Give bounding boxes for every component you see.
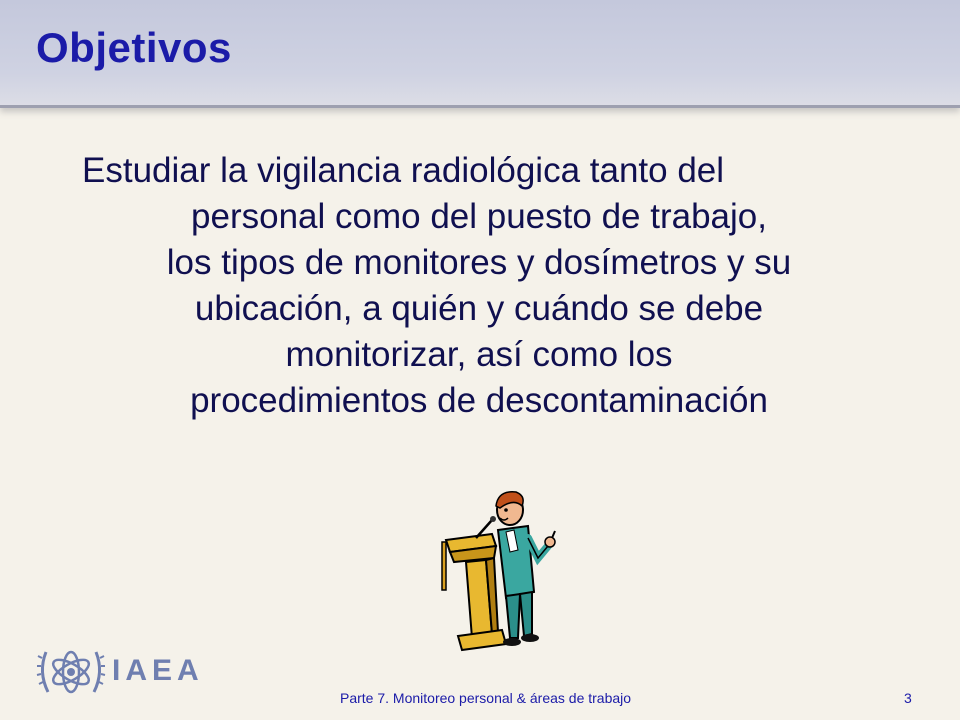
slide-title: Objetivos (36, 24, 232, 71)
iaea-brand: IAEA (112, 654, 204, 687)
footer-text: Parte 7. Monitoreo personal & áreas de trabajo (340, 690, 632, 706)
body-line: ubicación, a quién y cuándo se debe (194, 289, 764, 328)
objectives-paragraph (64, 148, 894, 424)
body-line: procedimientos de descontaminación (190, 381, 768, 420)
page-number: 3 (904, 690, 912, 706)
iaea-emblem-icon (36, 640, 106, 704)
body-line: monitorizar, así como los (285, 335, 673, 374)
body-line: personal como del puesto de trabajo, (191, 197, 767, 236)
body-line: Estudiar la vigilancia radiológica tanto del (82, 151, 725, 190)
body-line: los tipos de monitores y dosímetros y su (166, 243, 792, 282)
speaker-at-podium-icon (436, 488, 560, 654)
